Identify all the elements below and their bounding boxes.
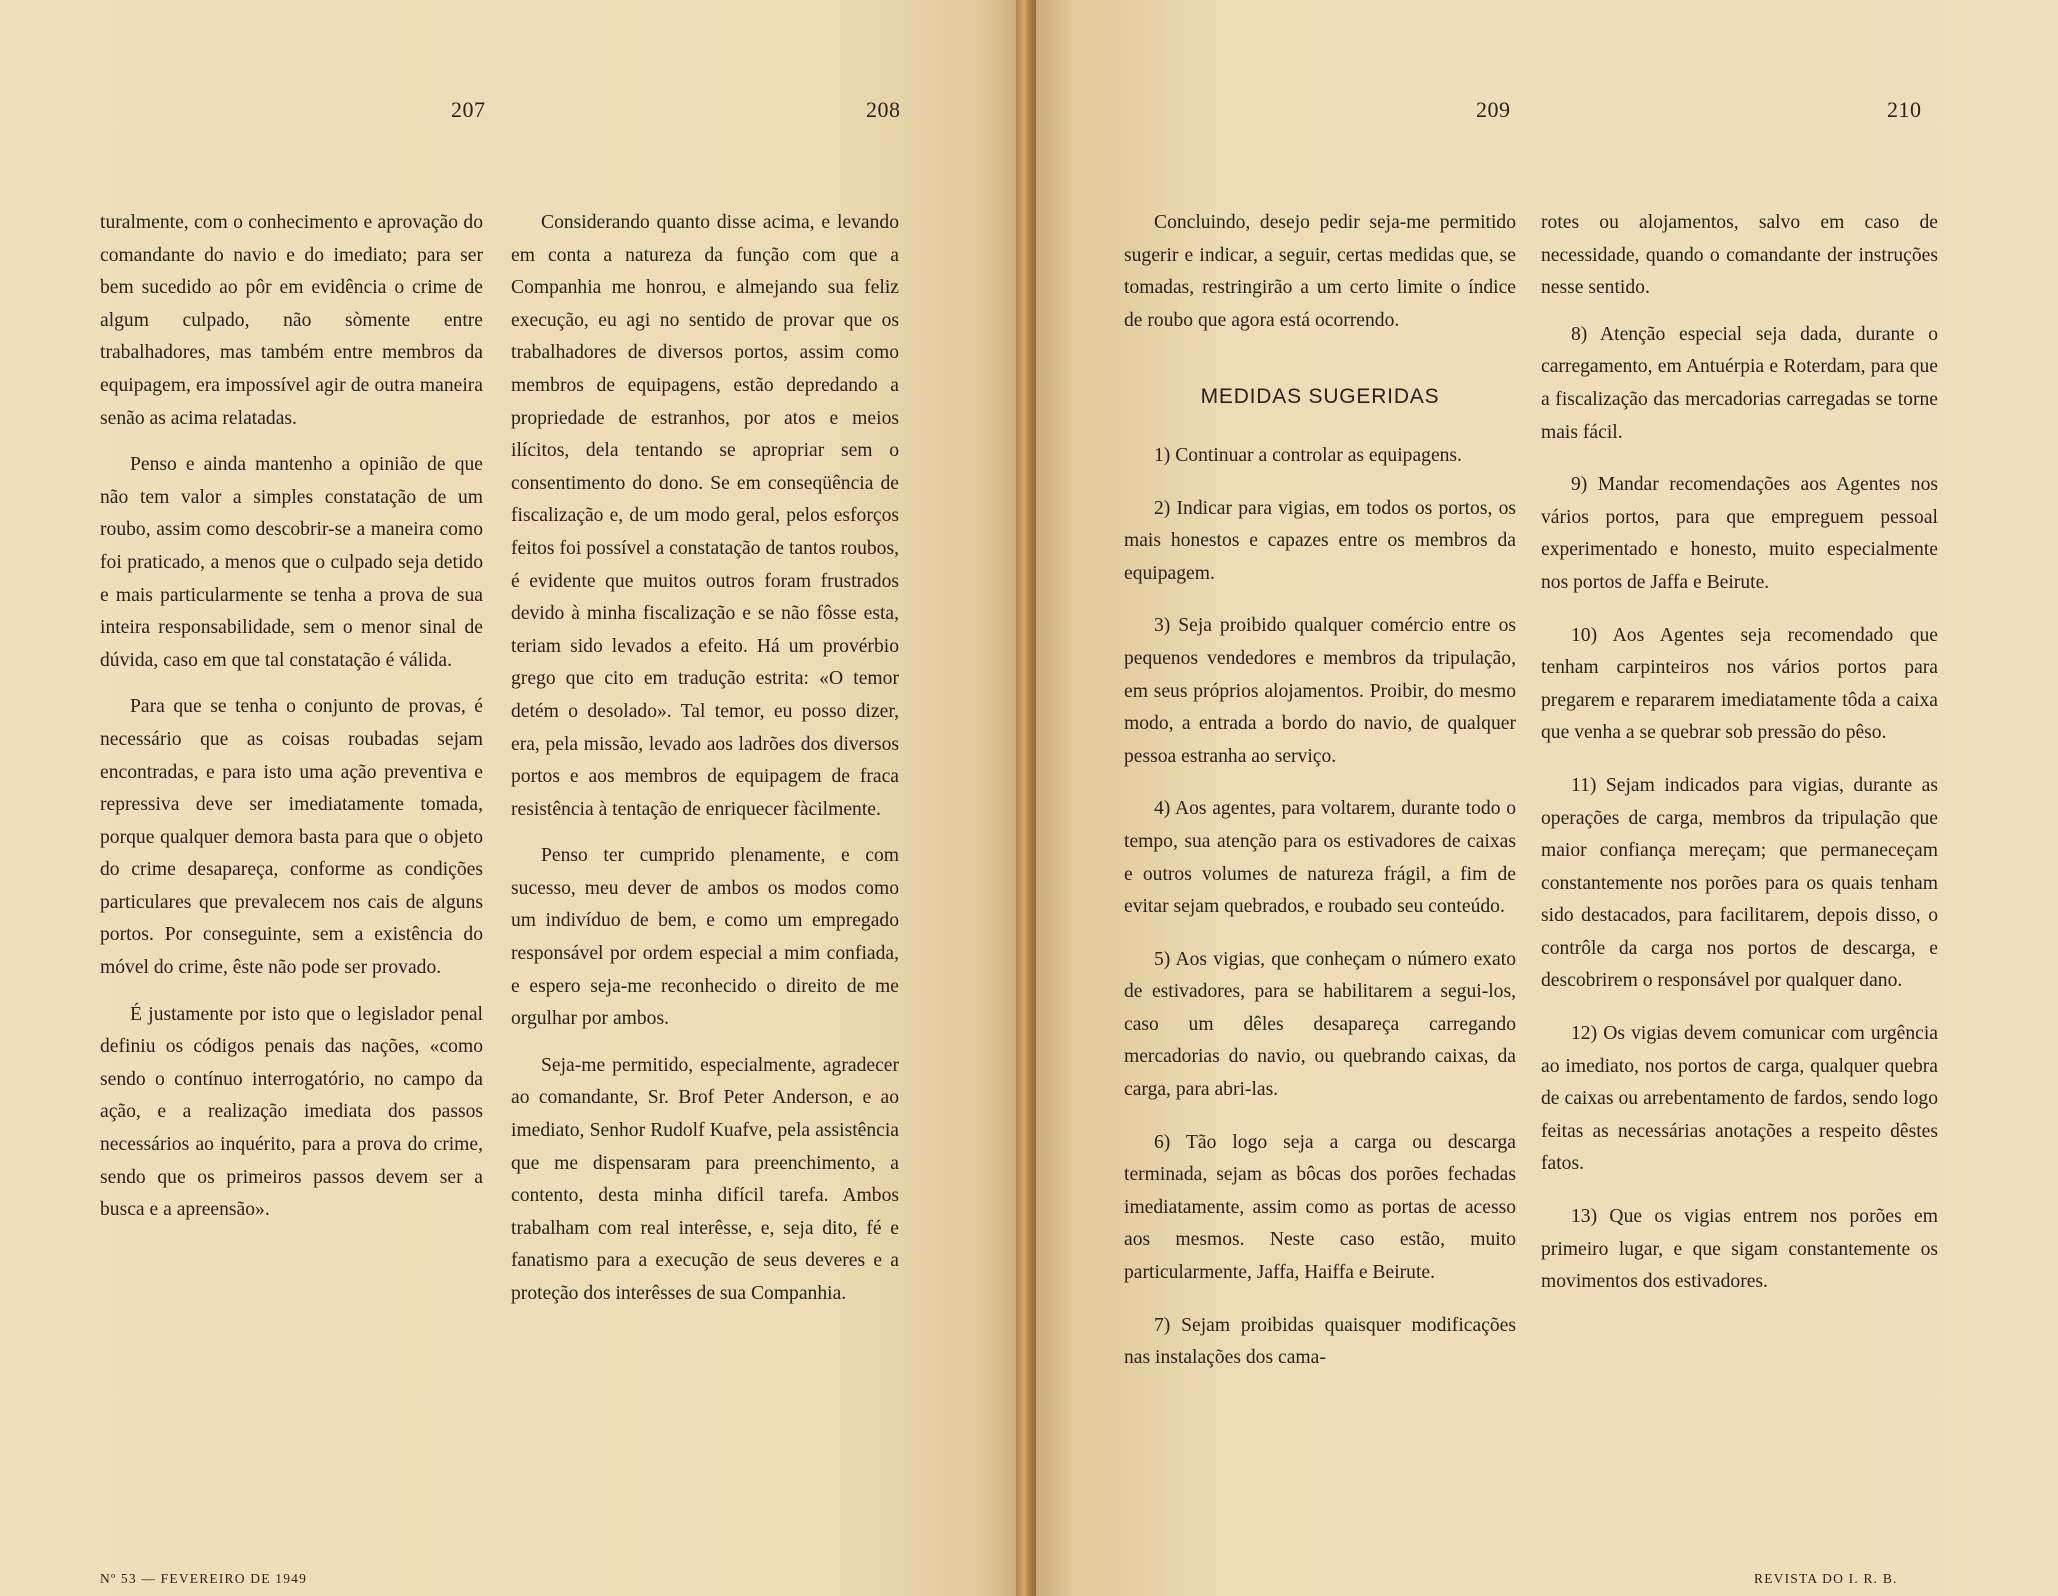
- paragraph: Penso ter cumprido plenamente, e com sucesso, meu dever de ambos os modos como um indivíduo de bem, e como um empregado responsável por ordem especial a mim confiada, e espero seja-me reconhecido o direito de me orgulhar por ambos.: [511, 845, 899, 1030]
- column-page-208: [511, 207, 899, 1325]
- paragraph: rotes ou alojamentos, salvo em caso de necessidade, quando o comandante der instruções nesse sentido.: [1541, 212, 1938, 299]
- list-item: 9) Mandar recomendações aos Agentes nos vários portos, para que empreguem pessoal experimentado e honesto, muito especialmente nos portos de Jaffa e Beirute.: [1541, 474, 1938, 593]
- column-page-207: [100, 207, 483, 1241]
- page-number-207: 207: [451, 97, 486, 122]
- list-item: 11) Sejam indicados para vigias, durante as operações de carga, membros da tripulação que maior confiança mereçam; que permaneceçam constantemente nos porões para os quais tenham sido destacados, para facilitarem, depois disso, o contrôle da carga nos portos de descarga, e descobrirem o responsável por qualquer dano.: [1541, 774, 1938, 992]
- paragraph: turalmente, com o conhecimento e aprovação do comandante do navio e do imediato; para ser bem sucedido ao pôr em evidência o crime de algum culpado, não sòmente entre trabalhadores, mas também entre membros da equipagem, era impossível agir de outra maneira senão as acima relatadas.: [100, 212, 483, 429]
- column-page-209: [1124, 207, 1516, 1395]
- footer-issue: Nº 53 — FEVEREIRO DE 1949: [100, 1571, 308, 1586]
- paragraph: É justamente por isto que o legislador penal definiu os códigos penais das nações, «como sendo o contínuo interrogatório, no campo da ação, e a realização imediata dos passos necessários ao inquérito, para a prova do crime, sendo que os primeiros passos devem ser a busca e a apreensão».: [100, 1003, 483, 1221]
- list-item: 1) Continuar a controlar as equipagens.: [1154, 444, 1462, 466]
- paragraph: Seja-me permitido, especialmente, agradecer ao comandante, Sr. Brof Peter Anderson, e ao imediato, Senhor Rudolf Kuafve, pela assistência que me dispensaram para preenchimento, a contento, desta minha difícil tarefa. Ambos trabalham com real interêsse, e, seja dito, fé e fanatismo para a execução de seus deveres e a proteção dos interêsses de sua Companhia.: [511, 1054, 899, 1304]
- paragraph: Penso e ainda mantenho a opinião de que não tem valor a simples constatação de um roubo, assim como descobrir-se a maneira como foi praticado, a menos que o culpado seja detido e mais particularmente se tenha a prova de sua inteira responsabilidade, sem o menor sinal de dúvida, caso em que tal constatação é válida.: [100, 454, 483, 671]
- list-item: 3) Seja proibido qualquer comércio entre os pequenos vendedores e membros da tripulação, em seus próprios alojamentos. Proibir, do mesmo modo, a entrada a bordo do navio, de qualquer pessoa estranha ao serviço.: [1124, 615, 1516, 767]
- list-item: 12) Os vigias devem comunicar com urgência ao imediato, nos portos de carga, qualquer quebra de caixas ou arrebentamento de fardos, sendo logo feitas as necessárias anotações a respeito dêstes fatos.: [1541, 1023, 1938, 1175]
- list-item: 2) Indicar para vigias, em todos os portos, os mais honestos e capazes entre os membros da equipagem.: [1124, 497, 1516, 584]
- column-page-210: [1541, 207, 1938, 1319]
- list-item: 13) Que os vigias entrem nos porões em primeiro lugar, e que sigam constantemente os movimentos dos estivadores.: [1541, 1206, 1938, 1293]
- footer-journal: REVISTA DO I. R. B.: [1754, 1571, 1898, 1586]
- list-item: 6) Tão logo seja a carga ou descarga terminada, sejam as bôcas dos porões fechadas imediatamente, assim como as portas de acesso aos mesmos. Neste caso estão, muito particularmente, Jaffa, Haiffa e Beirute.: [1124, 1131, 1516, 1284]
- list-item: 10) Aos Agentes seja recomendado que tenham carpinteiros nos vários portos para pregarem e repararem imediatamente tôda a caixa que venha a se quebrar sob pressão do pêso.: [1541, 624, 1938, 744]
- paragraph: Concluindo, desejo pedir seja-me permitido sugerir e indicar, a seguir, certas medidas que, se tomadas, restringirão a um certo limite o índice de roubo que agora está ocorrendo.: [1124, 212, 1516, 331]
- list-item: 7) Sejam proibidas quaisquer modificações nas instalações dos cama-: [1124, 1314, 1516, 1369]
- section-heading: MEDIDAS SUGERIDAS: [1200, 385, 1440, 409]
- page-number-209: 209: [1476, 97, 1511, 122]
- page-number-210: 210: [1887, 97, 1922, 122]
- book-gutter: [1016, 0, 1036, 1596]
- list-item: 8) Atenção especial seja dada, durante o carregamento, em Antuérpia e Roterdam, para que a fiscalização das mercadorias carregadas se torne mais fácil.: [1541, 323, 1938, 443]
- list-item: 5) Aos vigias, que conheçam o número exato de estivadores, para se habilitarem a segui-los, caso um dêles desapareça carregando mercadorias do navio, ou quebrando caixas, da carga, para abri-las.: [1124, 948, 1516, 1101]
- paragraph: Para que se tenha o conjunto de provas, é necessário que as coisas roubadas sejam encontradas, e para isto uma ação preventiva e repressiva deve ser imediatamente tomada, porque qualquer demora basta para que o objeto do crime desapareça, conforme as condições particulares que prevalecem nos cais de alguns portos. Por conseguinte, sem a existência do móvel do crime, êste não pode ser provado.: [100, 696, 483, 979]
- list-item: 4) Aos agentes, para voltarem, durante todo o tempo, sua atenção para os estivadores de caixas e outros volumes de natureza frágil, a fim de evitar sejam quebrados, e roubado seu conteúdo.: [1124, 798, 1516, 918]
- page-number-208: 208: [866, 97, 901, 122]
- paragraph: Considerando quanto disse acima, e levando em conta a natureza da função com que a Companhia me honrou, e almejando sua feliz execução, eu agi no sentido de provar que os trabalhadores de diversos portos, assim como membros de equipagens, estão depredando a propriedade de estranhos, por atos e meios ilícitos, dela tentando se apropriar sem o consentimento do dono. Se em conseqüência de fiscalização e, de um modo geral, pelos esforços feitos foi possível a constatação de tantos roubos, é evidente que muitos outros foram frustrados devido à minha fiscalização e se não fôsse esta, teriam sido levados a efeito. Há um provérbio grego que cito em tradução estrita: «O temor detém o desolado». Tal temor, eu posso dizer, era, pela missão, levado aos ladrões dos diversos portos e aos membros de equipagem de fraca resistência à tentação de enriquecer fàcilmente.: [511, 212, 899, 820]
